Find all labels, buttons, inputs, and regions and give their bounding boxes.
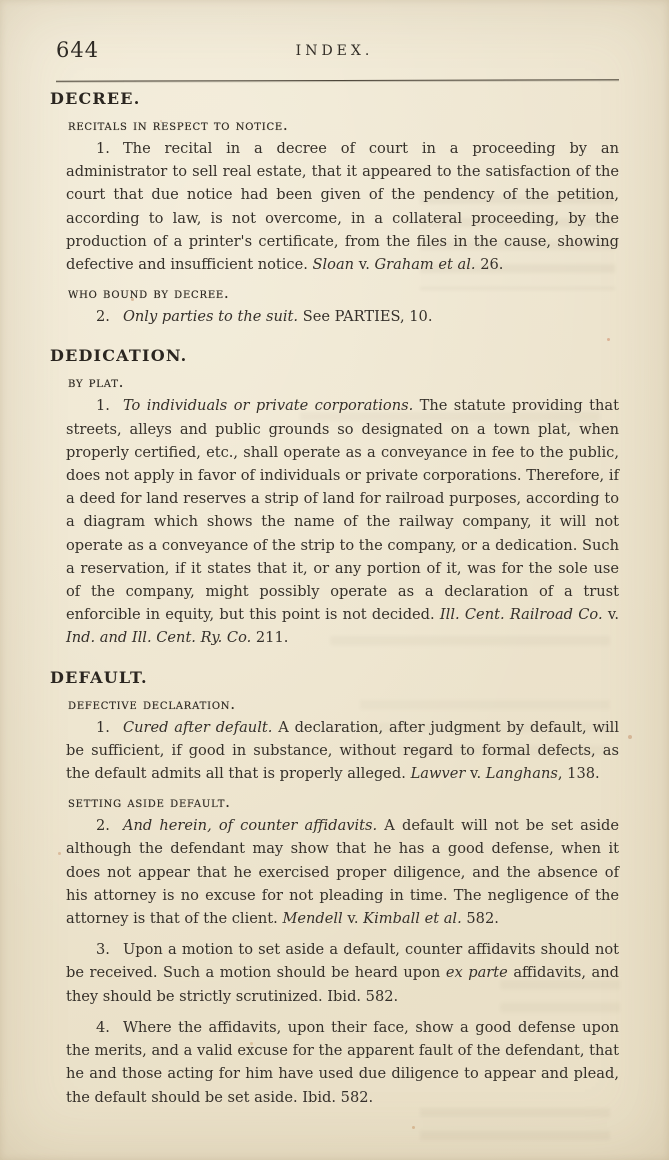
index-entry <box>56 938 619 1008</box>
entry-text: See PARTIES, 10. <box>298 308 433 326</box>
show-through-smudge <box>420 1108 610 1142</box>
entry-text: 26. <box>475 256 504 274</box>
entry-text: 582. <box>461 910 499 928</box>
entry-number: 2. <box>96 308 110 326</box>
paper-speck <box>628 735 632 739</box>
subheading <box>68 795 619 811</box>
case-citation: Only parties to the suit. <box>122 308 299 326</box>
index-entry <box>56 137 619 276</box>
case-citation: ex parte <box>445 964 508 982</box>
running-head: INDEX. <box>295 43 374 59</box>
section-heading: DECREE. <box>50 89 141 108</box>
paper-speck <box>412 1126 415 1129</box>
entry-text: v. <box>465 765 486 783</box>
header-rule <box>56 79 619 81</box>
entry-text: Upon a motion to set aside a default, counter affidavits should not be received. Such a motion should be heard upon <box>66 941 619 982</box>
subheading <box>68 118 619 134</box>
index-entry <box>56 394 619 649</box>
section-heading: DEFAULT. <box>50 667 148 687</box>
index-entries <box>50 89 619 1109</box>
section-heading: DEDICATION. <box>50 346 188 366</box>
case-citation: Lawver <box>410 765 466 783</box>
case-citation: Ind. and Ill. Cent. Ry. Co. <box>66 629 252 647</box>
index-section <box>50 346 619 649</box>
subheading-text: recitals in respect to notice. <box>68 118 289 134</box>
entry-number: 4. <box>96 1018 110 1036</box>
case-citation: Kimball et al. <box>363 910 462 928</box>
entry-text: affidavits, and they should be strictly scrutinized. Ibid. 582. <box>66 964 619 1005</box>
index-section <box>50 89 619 328</box>
page-number: 644 <box>56 38 100 62</box>
entry-text: A default will not be set aside although the defendant may show that he has a good defense, when it does not appear that he exercised proper diligence, and the absence of his attorney is no excuse for not pleading in time. The negligence of the attorney is that of the client. <box>66 817 619 928</box>
case-citation: To individuals or private corporations. <box>122 397 414 415</box>
index-section <box>50 667 619 1109</box>
entry-text: The recital in a decree of court in a proceeding by an administrator to sell real estate, that it appeared to the satisfaction of the court that due notice had been given of the pendency of the petition, according to law, is not overcome, in a collateral proceeding, by the production of a printer's certificate, from the files in the cause, showing defective and insufficient notice. <box>66 140 619 274</box>
entry-text: v. <box>354 256 375 274</box>
subheading-text: who bound by decree. <box>68 286 230 303</box>
case-citation: Langhans <box>485 765 558 783</box>
subheading-text: by plat. <box>68 375 125 392</box>
entry-text: 211. <box>251 629 289 647</box>
entry-number: 3. <box>96 941 110 959</box>
entry-text: The statute providing that streets, alleys and public grounds so designated on a town plat, when properly certified, etc., shall operate as a conveyance in fee to the public, does not apply in favor of individuals or private corporations. Therefore, if a deed for land reserves a strip of land for railroad purposes, according to a diagram which shows the name of the railway company, it will not operate as a conveyance of the strip to the company, or a dedication. Such a reservation, if it states that it, or any portion of it, was for the sole use of the company, might possibly operate as a declaration of a trust enforcible in equity, but this point is not decided. <box>66 397 619 624</box>
case-citation: Sloan <box>312 256 355 274</box>
subheading <box>68 286 619 302</box>
subheading <box>68 375 619 391</box>
subheading-text: setting aside default. <box>68 795 231 812</box>
entry-number: 1. <box>96 140 110 157</box>
index-entry <box>56 716 619 786</box>
case-citation: Mendell <box>282 910 343 928</box>
entry-text: v. <box>602 606 619 624</box>
index-entry <box>56 814 619 930</box>
entry-text: Where the affidavits, upon their face, show a good defense upon the merits, and a valid excuse for the apparent fault of the defendant, that he and those acting for him have used due diligence to appear and plead, the default should be set aside. Ibid. 582. <box>66 1018 619 1106</box>
subheading-text: defective declaration. <box>68 696 236 713</box>
subheading <box>68 697 619 713</box>
index-entry <box>56 1016 619 1109</box>
case-citation: Cured after default. <box>122 718 273 736</box>
index-entry <box>56 305 619 328</box>
case-citation: And herein, of counter affidavits. <box>122 817 378 835</box>
page-header <box>56 38 619 64</box>
entry-text: A declaration, after judgment by default, will be sufficient, if good in substance, without regard to formal defects, as the default admits all that is properly alleged. <box>66 718 619 783</box>
case-citation: Graham et al. <box>374 256 476 274</box>
entry-text: , 138. <box>557 765 600 783</box>
entry-number: 1. <box>96 718 110 736</box>
entry-text: v. <box>342 910 364 928</box>
case-citation: Ill. Cent. Railroad Co. <box>439 606 603 624</box>
entry-number: 1. <box>96 397 110 415</box>
entry-number: 2. <box>96 817 110 835</box>
